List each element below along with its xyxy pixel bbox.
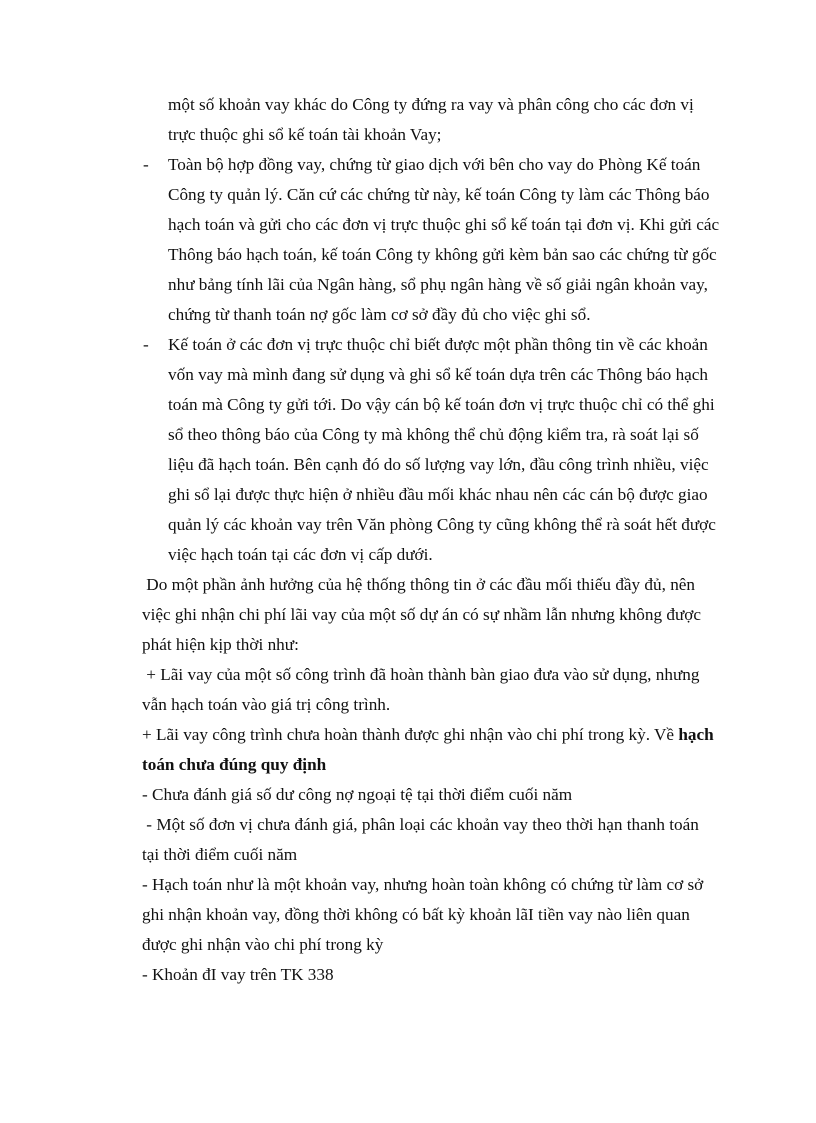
bullet1-line-6: chứng từ thanh toán nợ gốc làm cơ sở đầy đủ cho việc ghi sổ. — [168, 305, 591, 324]
final-line-1: - Chưa đánh giá số dư công nợ ngoại tệ tại thời điểm cuối năm — [142, 785, 573, 804]
bullet1-line-1: Toàn bộ hợp đồng vay, chứng từ giao dịch với bên cho vay do Phòng Kế toán — [168, 155, 701, 174]
para-line-1: Do một phần ảnh hưởng của hệ thống thông tin ở các đầu mối thiếu đầy đủ, nên — [142, 575, 696, 594]
bold-heading-text: toán chưa đúng quy định — [142, 755, 327, 774]
bullet2-line-1: Kế toán ở các đơn vị trực thuộc chỉ biết được một phần thông tin về các khoản — [168, 335, 708, 354]
final-line-4: - Hạch toán như là một khoản vay, nhưng hoàn toàn không có chứng từ làm cơ sở — [142, 875, 704, 894]
bullet2-line-6: ghi sổ lại được thực hiện ở nhiều đầu mối khác nhau nên các cán bộ được giao — [168, 485, 708, 504]
bullet1-line-4: Thông báo hạch toán, kế toán Công ty không gửi kèm bản sao các chứng từ gốc — [168, 245, 717, 264]
bullet1-line-3: hạch toán và gửi cho các đơn vị trực thuộc ghi sổ kế toán tại đơn vị. Khi gửi các — [168, 215, 720, 234]
bullet2-line-5: liệu đã hạch toán. Bên cạnh đó do số lượng vay lớn, đầu công trình nhiều, việc — [168, 455, 709, 474]
bullet2-line-2: vốn vay mà mình đang sử dụng và ghi sổ kế toán dựa trên các Thông báo hạch — [168, 365, 709, 384]
intro-line-1: một số khoản vay khác do Công ty đứng ra vay và phân công cho các đơn vị — [168, 95, 694, 114]
para-line-2: việc ghi nhận chi phí lãi vay của một số dự án có sự nhầm lẫn nhưng không được — [142, 605, 701, 624]
para-line-5: vẫn hạch toán vào giá trị công trình. — [142, 695, 391, 714]
para-line-6-text: + Lãi vay công trình chưa hoàn thành được ghi nhận vào chi phí trong kỳ. Về — [142, 725, 679, 744]
para-line-6 — [142, 723, 714, 747]
final-line-3: tại thời điểm cuối năm — [142, 845, 298, 864]
final-line-6: được ghi nhận vào chi phí trong kỳ — [142, 935, 384, 954]
bullet2-line-4: sổ theo thông báo của Công ty mà không thể chủ động kiểm tra, rà soát lại số — [168, 425, 699, 444]
para-line-6-bold: hạch — [678, 725, 714, 744]
para-line-4: + Lãi vay của một số công trình đã hoàn thành bàn giao đưa vào sử dụng, nhưng — [142, 665, 700, 684]
intro-line-2: trực thuộc ghi sổ kế toán tài khoản Vay; — [168, 125, 442, 144]
bullet-marker-2: - — [143, 335, 149, 354]
bold-heading — [142, 753, 326, 777]
para-line-3: phát hiện kịp thời như: — [142, 635, 299, 654]
final-line-5: ghi nhận khoản vay, đồng thời không có bất kỳ khoản lãI tiền vay nào liên quan — [142, 905, 690, 924]
bullet1-line-5: như bảng tính lãi của Ngân hàng, sổ phụ ngân hàng về số giải ngân khoản vay, — [168, 275, 708, 294]
final-line-2: - Một số đơn vị chưa đánh giá, phân loại các khoản vay theo thời hạn thanh toán — [142, 815, 699, 834]
bullet2-line-3: toán mà Công ty gửi tới. Do vậy cán bộ kế toán đơn vị trực thuộc chỉ có thể ghi — [168, 395, 715, 414]
bullet2-line-8: việc hạch toán tại các đơn vị cấp dưới. — [168, 545, 433, 564]
bullet-marker-1: - — [143, 155, 149, 174]
bullet2-line-7: quản lý các khoản vay trên Văn phòng Công ty cũng không thể rà soát hết được — [168, 515, 716, 534]
final-line-7: - Khoản đI vay trên TK 338 — [142, 965, 334, 984]
bullet1-line-2: Công ty quản lý. Căn cứ các chứng từ này, kế toán Công ty làm các Thông báo — [168, 185, 710, 204]
